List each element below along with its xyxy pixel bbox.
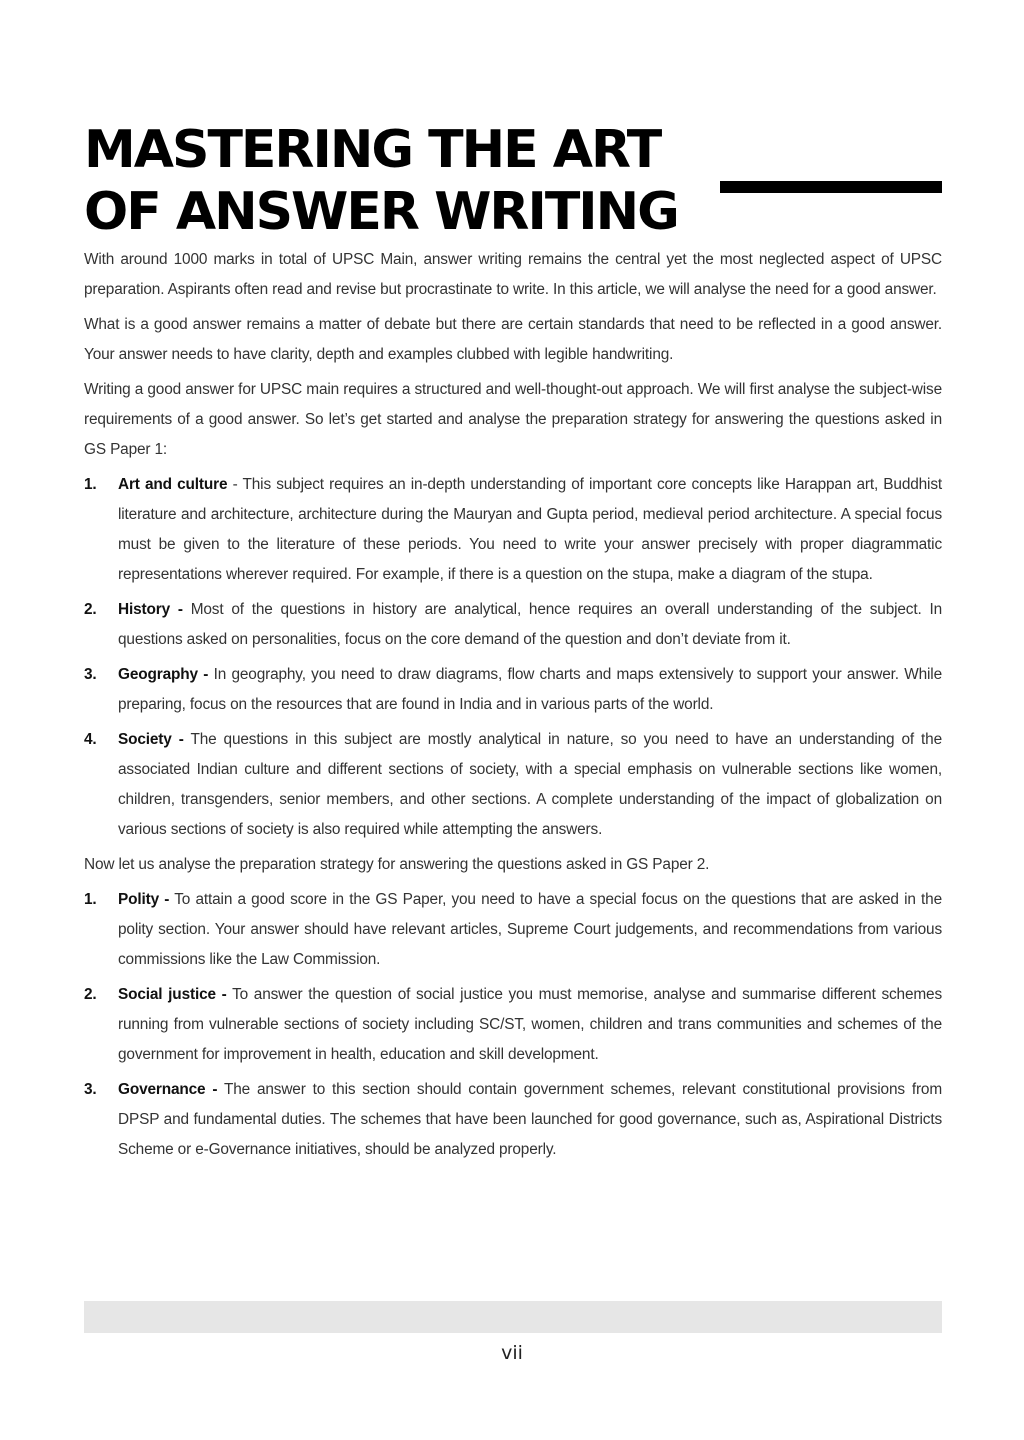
list-number: 1. (84, 891, 97, 908)
title-underline-rule (720, 181, 942, 193)
list-term: Geography - (118, 666, 209, 683)
gs-paper-2-list (84, 885, 942, 1165)
list-term: Society - (118, 731, 184, 748)
list-text: In geography, you need to draw diagrams, flow charts and maps extensively to support your answer. While preparing, focus on the resources that are found in India and in various parts of the world. (118, 666, 942, 713)
list-item-geography (84, 660, 942, 720)
title-line-1: MASTERING THE ART (84, 119, 661, 180)
list-term: Social justice - (118, 986, 227, 1003)
list-term: History - (118, 601, 183, 618)
list-text: The answer to this section should contain government schemes, relevant constitutional provisions from DPSP and fundamental duties. The schemes that have been launched for good governance, such as, Aspirational Districts Scheme or e-Governance initiatives, should be analyzed properly. (118, 1081, 942, 1158)
list-term: Art and culture (118, 476, 228, 493)
list-item-social-justice (84, 980, 942, 1070)
list-term: Polity - (118, 891, 170, 908)
list-separator: - (227, 476, 243, 493)
list-term: Governance - (118, 1081, 218, 1098)
list-separator (217, 1081, 224, 1098)
list-item-governance (84, 1075, 942, 1165)
list-text: To attain a good score in the GS Paper, you need to have a special focus on the questions that are asked in the polity section. Your answer should have relevant articles, Supreme Court judgements, and recommendations from various commissions like the Law Commission. (118, 891, 942, 968)
list-number: 2. (84, 601, 97, 618)
list-number: 3. (84, 666, 97, 683)
list-number: 1. (84, 476, 97, 493)
list-item-history (84, 595, 942, 655)
gs-paper-2-intro: Now let us analyse the preparation strategy for answering the questions asked in GS Paper 2. (84, 856, 710, 873)
intro-paragraph-2: What is a good answer remains a matter of debate but there are certain standards that need to be reflected in a good answer. Your answer needs to have clarity, depth and examples clubbed with legible handwriting. (84, 316, 942, 363)
intro-paragraph-1: With around 1000 marks in total of UPSC Main, answer writing remains the central yet the most neglected aspect of UPSC preparation. Aspirants often read and revise but procrastinate to write. In this article, we will analyse the need for a good answer. (84, 251, 942, 298)
list-text: This subject requires an in-depth understanding of important core concepts like Harappan art, Buddhist literature and architecture, architecture during the Mauryan and Gupta period, medieval period architecture. A special focus must be given to the literature of these periods. You need to write your answer precisely with proper diagrammatic representations wherever required. For example, if there is a question on the stupa, make a diagram of the stupa. (118, 476, 942, 583)
footer-bar (84, 1301, 942, 1333)
list-item-society (84, 725, 942, 845)
list-item-polity (84, 885, 942, 975)
list-text: To answer the question of social justice you must memorise, analyse and summarise different schemes running from vulnerable sections of society including SC/ST, women, children and trans communities and schemes of the government for improvement in health, education and skill development. (118, 986, 942, 1063)
list-text: Most of the questions in history are analytical, hence requires an overall understanding of the subject. In questions asked on personalities, focus on the core demand of the question and don’t deviate from it. (118, 601, 942, 648)
list-number: 2. (84, 986, 97, 1003)
list-text: The questions in this subject are mostly analytical in nature, so you need to have an understanding of the associated Indian culture and different sections of society, with a special emphasis on vulnerable sections like women, children, transgenders, senior members, and other sections. A complete understanding of the impact of globalization on various sections of society is also required while attempting the answers. (118, 731, 942, 838)
list-item-art-and-culture (84, 470, 942, 590)
intro-paragraph-3: Writing a good answer for UPSC main requires a structured and well-thought-out approach. We will first analyse the subject-wise requirements of a good answer. So let’s get started and analyse the preparation strategy for answering the questions asked in GS Paper 1: (84, 381, 942, 458)
list-separator (183, 601, 191, 618)
gs-paper-1-list (84, 470, 942, 845)
list-number: 3. (84, 1081, 97, 1098)
page-number: vii (501, 1342, 523, 1364)
title-line-2: OF ANSWER WRITING (84, 181, 678, 242)
list-number: 4. (84, 731, 97, 748)
article-body (84, 245, 942, 1170)
